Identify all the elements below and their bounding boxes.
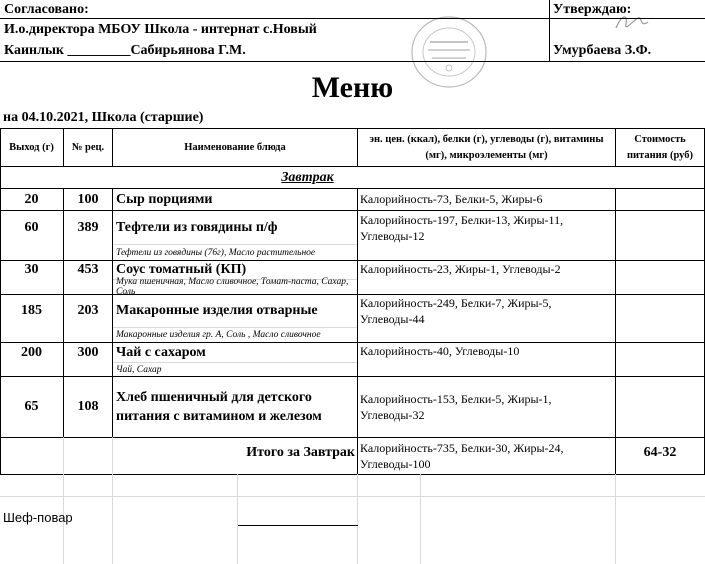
- approver-line-1: И.о.директора МБОУ Школа - интернат с.Новый: [4, 22, 317, 37]
- approver-line-2: Каинлык _________Сабирьянова Г.М.: [4, 43, 246, 58]
- total-label: Итого за Завтрак: [246, 445, 355, 460]
- row-dish: Тефтели из говядины п/ф: [116, 219, 278, 235]
- chef-signature-line: [238, 525, 358, 526]
- page-title: Меню: [311, 71, 394, 104]
- row-dish: Хлеб пшеничный для детского питания с витамином и железом: [116, 390, 322, 424]
- row-nutrition: Калорийность-23, Жиры-1, Углеводы-2: [360, 261, 561, 276]
- row-dish: Макаронные изделия отварные: [116, 303, 318, 318]
- signature: [612, 8, 652, 36]
- confirm-label: Утверждаю:: [553, 2, 632, 17]
- row-yield: 30: [24, 262, 39, 277]
- row-recipe: 453: [77, 262, 99, 277]
- row-yield: 200: [21, 344, 42, 360]
- row-ingredients: Чай, Сахар: [116, 364, 162, 375]
- approved-label: Согласовано:: [4, 2, 89, 17]
- row-nutrition: Калорийность-249, Белки-7, Жиры-5, Углеводы-44: [360, 296, 552, 326]
- row-yield: 60: [24, 219, 39, 235]
- col-header-dish: Наименование блюда: [184, 142, 286, 153]
- row-dish: Чай с сахаром: [116, 344, 206, 360]
- row-dish: Соус томатный (КП): [116, 262, 247, 277]
- row-recipe: 100: [77, 191, 99, 207]
- row-nutrition: Калорийность-153, Белки-5, Жиры-1, Углеводы-32: [360, 392, 552, 422]
- row-yield: 185: [21, 303, 42, 318]
- row-nutrition: Калорийность-40, Углеводы-10: [360, 344, 520, 358]
- col-header-yield: Выход (г): [9, 142, 54, 153]
- row-yield: 20: [24, 191, 39, 207]
- row-recipe: 108: [77, 399, 99, 414]
- row-nutrition: Калорийность-197, Белки-13, Жиры-11, Углеводы-12: [360, 212, 564, 243]
- row-yield: 65: [24, 399, 39, 414]
- row-recipe: 203: [77, 303, 99, 318]
- col-header-cost: Стоимость питания (руб): [626, 133, 694, 161]
- menu-subtitle: на 04.10.2021, Школа (старшие): [3, 110, 204, 125]
- meal-name: Завтрак: [281, 169, 334, 185]
- row-recipe: 300: [77, 344, 99, 360]
- row-recipe: 389: [77, 219, 99, 235]
- row-ingredients: Тефтели из говядины (76г), Масло растительное: [116, 247, 316, 258]
- row-ingredients: Макаронные изделия гр. А, Соль , Масло сливочное: [116, 330, 321, 340]
- confirmer-name: Умурбаева З.Ф.: [553, 43, 652, 58]
- row-nutrition: Калорийность-73, Белки-5, Жиры-6: [360, 192, 543, 206]
- row-ingredients: Мука пшеничная, Масло сливочное, Томат-паста, Сахар, Соль: [116, 277, 349, 297]
- total-cost: 64-32: [643, 445, 677, 460]
- col-header-recipe: № рец.: [71, 142, 105, 153]
- row-dish: Сыр порциями: [116, 191, 213, 207]
- chef-label: Шеф-повар: [3, 510, 73, 525]
- col-header-nutrition: эн. цен. (ккал), белки (г), углеводы (г), витамины (мг), микроэлементы (мг): [369, 133, 604, 161]
- total-nutrition: Калорийность-735, Белки-30, Жиры-24, Углеводы-100: [360, 441, 564, 471]
